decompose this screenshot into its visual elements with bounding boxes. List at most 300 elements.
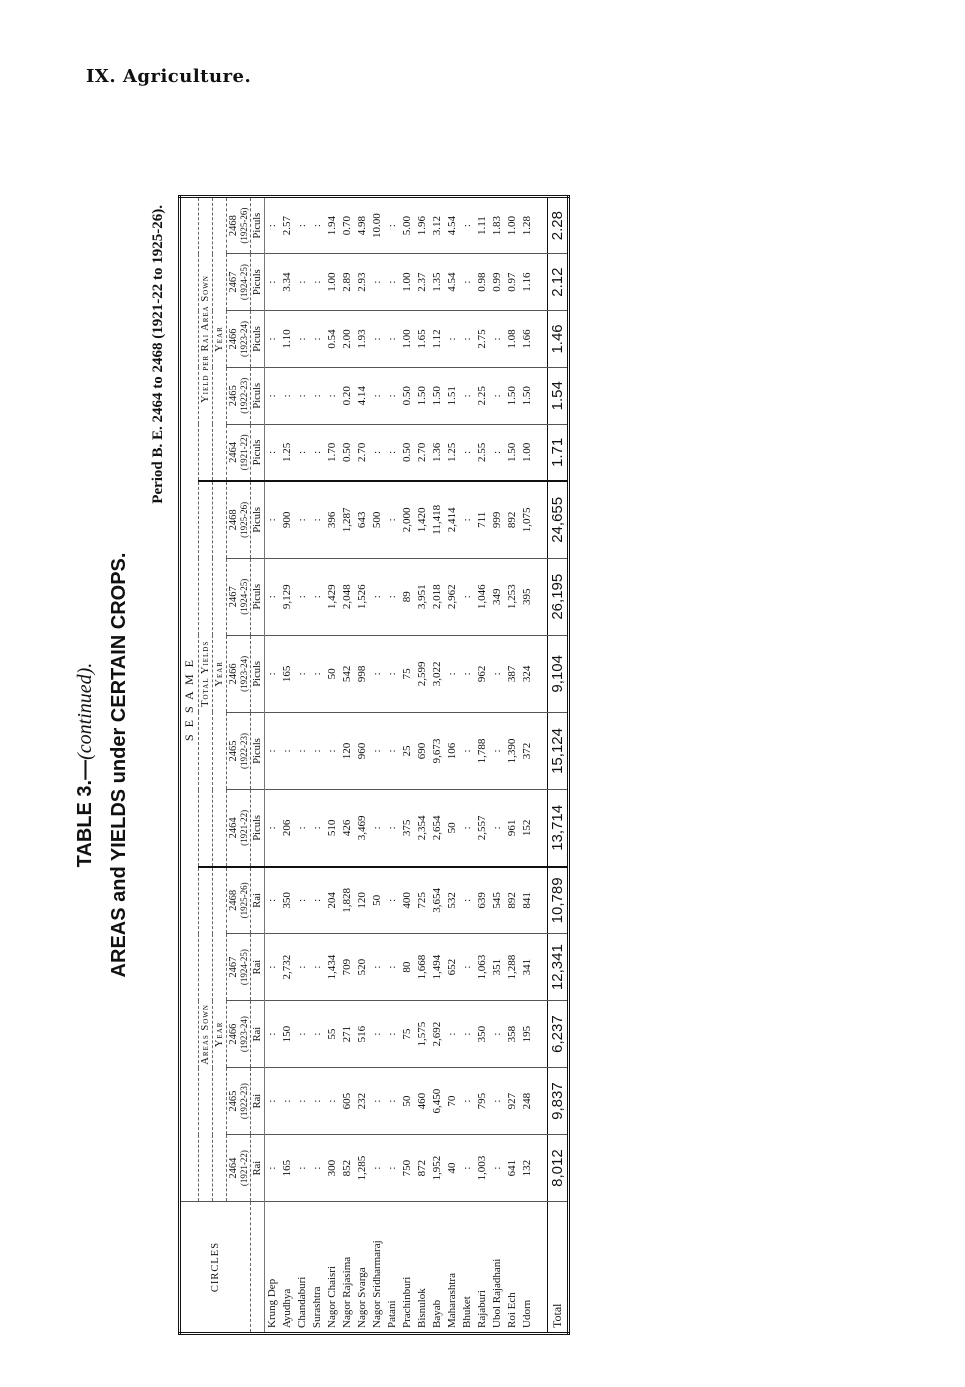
table-cell: 1,003 — [475, 1135, 490, 1202]
year-header — [227, 712, 251, 789]
year-header — [227, 481, 251, 558]
year-ce: (1921-22) — [239, 809, 249, 846]
year-be: 2464 — [228, 817, 239, 839]
table-cell: : — [370, 712, 385, 789]
year-ce: (1924-25) — [239, 264, 249, 301]
table-cell: : — [370, 635, 385, 712]
year-be: 2466 — [228, 328, 239, 350]
table-cell: : — [295, 558, 310, 635]
table-cell: 1.83 — [490, 197, 505, 254]
table-cell: 1,288 — [505, 934, 520, 1001]
table-cell: 892 — [505, 867, 520, 934]
table-cell: : — [460, 790, 475, 867]
unit-cell: Piculs — [251, 367, 265, 424]
table-cell: 152 — [520, 790, 535, 867]
year-label: Year — [213, 481, 227, 867]
table-cell: 165 — [280, 635, 295, 712]
circle-name: Nagor Rajasima — [340, 1202, 355, 1334]
table-cell: : — [370, 1001, 385, 1068]
table-cell: : — [295, 1068, 310, 1135]
crop-name: S E S A M E — [180, 197, 199, 1202]
table-cell: : — [370, 254, 385, 311]
table-row — [280, 197, 295, 1334]
circle-name: Nagor Chaisri — [325, 1202, 340, 1334]
table-cell: 350 — [280, 867, 295, 934]
unit-cell: Piculs — [251, 558, 265, 635]
table-cell: : — [460, 424, 475, 481]
table-cell: : — [460, 934, 475, 1001]
table-cell: 426 — [340, 790, 355, 867]
table-cell: 0.20 — [340, 367, 355, 424]
year-be: 2466 — [228, 663, 239, 685]
year-be: 2468 — [228, 509, 239, 531]
table-cell: : — [370, 1135, 385, 1202]
table-cell: : — [460, 1068, 475, 1135]
table-cell: : — [265, 254, 281, 311]
table-cell: 1,668 — [415, 934, 430, 1001]
table-cell: 1.50 — [430, 367, 445, 424]
year-ce: (1924-25) — [239, 949, 249, 986]
table-cell: 2.37 — [415, 254, 430, 311]
table-cell: 1.50 — [505, 424, 520, 481]
table-cell: 375 — [400, 790, 415, 867]
table-cell: : — [265, 367, 281, 424]
table-cell: 1,063 — [475, 934, 490, 1001]
table-cell: 232 — [355, 1068, 370, 1135]
table-cell: : — [265, 635, 281, 712]
unit-cell: Piculs — [251, 254, 265, 311]
table-cell: 1,494 — [430, 934, 445, 1001]
table-cell: : — [310, 424, 325, 481]
table-cell: 0.70 — [340, 197, 355, 254]
year-ce: (1922-23) — [239, 1083, 249, 1120]
year-header — [227, 254, 251, 311]
table-cell: 358 — [505, 1001, 520, 1068]
table-cell: : — [295, 635, 310, 712]
table-cell: 1,526 — [355, 558, 370, 635]
year-be: 2468 — [228, 215, 239, 237]
table-cell: : — [460, 558, 475, 635]
year-header — [227, 635, 251, 712]
table-cell: 1,788 — [475, 712, 490, 789]
table-cell: 900 — [280, 481, 295, 558]
table-cell: 0.50 — [340, 424, 355, 481]
spacer-cell — [535, 867, 548, 934]
table-cell: 0.98 — [475, 254, 490, 311]
table-cell: : — [310, 254, 325, 311]
year-ce: (1925-26) — [239, 207, 249, 244]
table-cell: 750 — [400, 1135, 415, 1202]
circle-name: Surashtra — [310, 1202, 325, 1334]
year-header — [227, 558, 251, 635]
total-cell: 10,789 — [548, 867, 569, 934]
circle-name: Nagor Sridharmaraj — [370, 1202, 385, 1334]
group-per-rai: Yield per Rai Area Sown — [199, 197, 213, 482]
table-cell: 2,599 — [415, 635, 430, 712]
table-cell: 75 — [400, 1001, 415, 1068]
table-cell: : — [265, 558, 281, 635]
year-header — [227, 367, 251, 424]
table-cell: 3,654 — [430, 867, 445, 934]
table-cell: : — [385, 424, 400, 481]
table-cell: 1.50 — [415, 367, 430, 424]
table-row — [460, 197, 475, 1334]
circle-name: Bhuket — [460, 1202, 475, 1334]
spacer-cell — [535, 1135, 548, 1202]
table-cell: 711 — [475, 481, 490, 558]
total-cell: 26,195 — [548, 558, 569, 635]
table-cell: : — [325, 712, 340, 789]
units-blank — [251, 1202, 265, 1334]
total-cell: 1.71 — [548, 424, 569, 481]
table-cell: 1.00 — [520, 424, 535, 481]
spacer-cell — [535, 311, 548, 368]
table-cell: 1,429 — [325, 558, 340, 635]
total-cell: 24,655 — [548, 481, 569, 558]
table-cell: 324 — [520, 635, 535, 712]
table-cell: : — [265, 311, 281, 368]
table-cell: 2.89 — [340, 254, 355, 311]
table-cell: 4.54 — [445, 254, 460, 311]
table-row — [445, 197, 460, 1334]
total-cell: 13,714 — [548, 790, 569, 867]
table-row — [520, 197, 535, 1334]
table-cell: : — [295, 254, 310, 311]
table-cell: 998 — [355, 635, 370, 712]
spacer-cell — [535, 1068, 548, 1135]
table-cell: 999 — [490, 481, 505, 558]
table-cell: : — [445, 311, 460, 368]
table-cell: 460 — [415, 1068, 430, 1135]
table-cell: : — [295, 790, 310, 867]
table-cell: : — [385, 1135, 400, 1202]
table-cell: 10.00 — [370, 197, 385, 254]
circle-name: Roi Ech — [505, 1202, 520, 1334]
table-cell: 25 — [400, 712, 415, 789]
table-cell: 11,418 — [430, 481, 445, 558]
table-cell: 5.00 — [400, 197, 415, 254]
unit-cell: Rai — [251, 1068, 265, 1135]
year-header — [227, 1068, 251, 1135]
table-cell: 1,575 — [415, 1001, 430, 1068]
table-cell: : — [310, 790, 325, 867]
table-cell: 2,018 — [430, 558, 445, 635]
table-cell: : — [490, 635, 505, 712]
table-cell: 962 — [475, 635, 490, 712]
table-row — [430, 197, 445, 1334]
table-cell: 1.00 — [400, 254, 415, 311]
spacer-cell — [535, 635, 548, 712]
total-cell: 9,104 — [548, 635, 569, 712]
table-cell: 520 — [355, 934, 370, 1001]
table-cell: 852 — [340, 1135, 355, 1202]
table-cell: : — [385, 367, 400, 424]
circle-name: Krung Dep — [265, 1202, 281, 1334]
table-cell: : — [445, 635, 460, 712]
table-cell: 725 — [415, 867, 430, 934]
total-cell: 9,837 — [548, 1068, 569, 1135]
table-cell: 532 — [445, 867, 460, 934]
total-cell: 8,012 — [548, 1135, 569, 1202]
circle-name: Bayab — [430, 1202, 445, 1334]
table-title: AREAS and YIELDS under CERTAIN CROPS. — [108, 552, 130, 978]
unit-cell: Piculs — [251, 197, 265, 254]
table-cell: : — [310, 558, 325, 635]
table-cell: : — [370, 934, 385, 1001]
group-yields: Total Yields — [199, 481, 213, 867]
circle-name: Patani — [385, 1202, 400, 1334]
table-cell: 1.66 — [520, 311, 535, 368]
table-cell: : — [385, 1001, 400, 1068]
table-cell: : — [385, 481, 400, 558]
table-cell: 1.08 — [505, 311, 520, 368]
table-cell: 204 — [325, 867, 340, 934]
year-ce: (1922-23) — [239, 732, 249, 769]
total-cell: 6,237 — [548, 1001, 569, 1068]
table-cell: 106 — [445, 712, 460, 789]
unit-cell: Rai — [251, 934, 265, 1001]
table-cell: : — [370, 367, 385, 424]
year-be: 2464 — [228, 1157, 239, 1179]
table-cell: 3,951 — [415, 558, 430, 635]
table-cell: : — [490, 1135, 505, 1202]
table-cell: : — [385, 635, 400, 712]
table-row — [505, 197, 520, 1334]
circle-name: Ayudhya — [280, 1202, 295, 1334]
table-cell: 9,673 — [430, 712, 445, 789]
table-cell: 545 — [490, 867, 505, 934]
table-cell: 3,022 — [430, 635, 445, 712]
table-cell: : — [460, 197, 475, 254]
table-cell: 2,692 — [430, 1001, 445, 1068]
circle-name: Prachinburi — [400, 1202, 415, 1334]
table-cell: : — [460, 311, 475, 368]
spacer-cell — [535, 254, 548, 311]
table-row — [310, 197, 325, 1334]
table-cell: 206 — [280, 790, 295, 867]
year-be: 2464 — [228, 441, 239, 463]
units-row — [251, 197, 265, 1334]
circle-name: Nagor Svarga — [355, 1202, 370, 1334]
table-cell: 2.93 — [355, 254, 370, 311]
table-cell: 195 — [520, 1001, 535, 1068]
total-cell: 1.46 — [548, 311, 569, 368]
table-cell: 1.25 — [280, 424, 295, 481]
table-cell: 271 — [340, 1001, 355, 1068]
spacer-cell — [535, 367, 548, 424]
year-header — [227, 197, 251, 254]
table-cell: : — [295, 197, 310, 254]
table-cell: : — [385, 712, 400, 789]
table-cell: 500 — [370, 481, 385, 558]
table-cell: : — [310, 367, 325, 424]
year-be: 2466 — [228, 1023, 239, 1045]
table-row — [370, 197, 385, 1334]
table-cell: : — [295, 1001, 310, 1068]
table-cell: 2.55 — [475, 424, 490, 481]
table-cell: 1.65 — [415, 311, 430, 368]
table-cell: : — [265, 867, 281, 934]
spacer-cell — [535, 197, 548, 254]
table-cell: : — [310, 311, 325, 368]
year-be: 2467 — [228, 956, 239, 978]
table-cell: 1.12 — [430, 311, 445, 368]
spacer-cell — [535, 790, 548, 867]
year-ce: (1923-24) — [239, 1016, 249, 1053]
spacer-cell — [535, 558, 548, 635]
table-cell: 639 — [475, 867, 490, 934]
table-cell: 1.70 — [325, 424, 340, 481]
table-cell: : — [265, 712, 281, 789]
year-be: 2465 — [228, 740, 239, 762]
total-cell: 15,124 — [548, 712, 569, 789]
spacer-cell — [535, 424, 548, 481]
table-cell: 248 — [520, 1068, 535, 1135]
year-header — [227, 424, 251, 481]
table-cell: : — [280, 1068, 295, 1135]
spacer-row — [535, 197, 548, 1334]
table-label: TABLE 3.— — [74, 759, 96, 868]
table-cell: : — [460, 1001, 475, 1068]
table-cell: 351 — [490, 934, 505, 1001]
table-row — [340, 197, 355, 1334]
table-cell: 542 — [340, 635, 355, 712]
table-cell: 396 — [325, 481, 340, 558]
table-cell: : — [310, 197, 325, 254]
table-cell: 80 — [400, 934, 415, 1001]
table-cell: 3.12 — [430, 197, 445, 254]
table-cell: : — [310, 867, 325, 934]
year-ce: (1921-22) — [239, 1150, 249, 1187]
table-cell: 1.50 — [520, 367, 535, 424]
table-cell: : — [295, 934, 310, 1001]
table-cell: 50 — [400, 1068, 415, 1135]
table-cell: 516 — [355, 1001, 370, 1068]
table-cell: : — [295, 1135, 310, 1202]
total-cell: 2.28 — [548, 197, 569, 254]
table-cell: 0.50 — [400, 367, 415, 424]
table-cell: : — [385, 867, 400, 934]
table-cell: 892 — [505, 481, 520, 558]
year-ce: (1924-25) — [239, 578, 249, 615]
table-cell: 1.10 — [280, 311, 295, 368]
table-cell: 1.16 — [520, 254, 535, 311]
year-be: 2468 — [228, 889, 239, 911]
unit-cell: Rai — [251, 867, 265, 934]
table-cell: : — [385, 558, 400, 635]
year-be: 2465 — [228, 1090, 239, 1112]
table-cell: : — [310, 635, 325, 712]
spacer-cell — [535, 712, 548, 789]
table-cell: : — [310, 1068, 325, 1135]
table-row — [355, 197, 370, 1334]
unit-cell: Rai — [251, 1135, 265, 1202]
total-cell: 1.54 — [548, 367, 569, 424]
table-cell: : — [490, 712, 505, 789]
table-cell: 4.54 — [445, 197, 460, 254]
table-cell: 1.93 — [355, 311, 370, 368]
table-cell: 2,654 — [430, 790, 445, 867]
table-cell: : — [265, 934, 281, 1001]
section-header: IX. Agriculture. — [86, 66, 252, 87]
table-cell: 1,075 — [520, 481, 535, 558]
table-cell: 690 — [415, 712, 430, 789]
table-cell: 3.34 — [280, 254, 295, 311]
table-cell: 341 — [520, 934, 535, 1001]
table-cell: 2.70 — [415, 424, 430, 481]
table-cell: 50 — [445, 790, 460, 867]
table-cell: 387 — [505, 635, 520, 712]
year-be: 2467 — [228, 271, 239, 293]
table-cell: 841 — [520, 867, 535, 934]
year-header-row — [227, 197, 251, 1334]
table-cell: : — [310, 481, 325, 558]
sesame-table — [178, 195, 570, 1335]
table-row — [295, 197, 310, 1334]
table-cell: : — [460, 635, 475, 712]
table-cell: : — [385, 790, 400, 867]
table-cell: 1.00 — [400, 311, 415, 368]
table-cell: : — [295, 867, 310, 934]
table-cell: 50 — [325, 635, 340, 712]
table-cell: 1.35 — [430, 254, 445, 311]
table-cell: 0.99 — [490, 254, 505, 311]
year-ce: (1925-26) — [239, 501, 249, 538]
table-cell: 2,414 — [445, 481, 460, 558]
table-cell: 70 — [445, 1068, 460, 1135]
col-circles: CIRCLES — [180, 1202, 251, 1334]
spacer-cell — [535, 934, 548, 1001]
table-cell: 927 — [505, 1068, 520, 1135]
table-cell: : — [370, 558, 385, 635]
table-cell: 4.14 — [355, 367, 370, 424]
table-cell: : — [310, 712, 325, 789]
year-header — [227, 934, 251, 1001]
table-cell: 795 — [475, 1068, 490, 1135]
table-cell: 0.50 — [400, 424, 415, 481]
table-cell: 350 — [475, 1001, 490, 1068]
table-cell: : — [385, 254, 400, 311]
circle-name: Udorn — [520, 1202, 535, 1334]
table-cell: : — [265, 481, 281, 558]
table-cell: 1.94 — [325, 197, 340, 254]
table-cell: 55 — [325, 1001, 340, 1068]
table-cell: 2,732 — [280, 934, 295, 1001]
table-cell: 1,420 — [415, 481, 430, 558]
table-cell: 1,828 — [340, 867, 355, 934]
table-cell: 89 — [400, 558, 415, 635]
table-cell: : — [265, 790, 281, 867]
table-cell: 960 — [355, 712, 370, 789]
year-ce: (1925-26) — [239, 882, 249, 919]
period-label: Period B. E. 2464 to 2468 (1921-22 to 1925-26). — [150, 205, 166, 504]
table-cell: 1.28 — [520, 197, 535, 254]
table-cell: : — [460, 254, 475, 311]
table-cell: 1,952 — [430, 1135, 445, 1202]
table-cell: 300 — [325, 1135, 340, 1202]
year-header — [227, 311, 251, 368]
table-cell: 605 — [340, 1068, 355, 1135]
table-cell: : — [280, 712, 295, 789]
table-cell: : — [295, 424, 310, 481]
table-cell: 2,557 — [475, 790, 490, 867]
table-cell: : — [385, 197, 400, 254]
table-cell: 40 — [445, 1135, 460, 1202]
table-cell: 3,469 — [355, 790, 370, 867]
total-cell: 2.12 — [548, 254, 569, 311]
total-cell: 12,341 — [548, 934, 569, 1001]
table-cell: : — [265, 197, 281, 254]
